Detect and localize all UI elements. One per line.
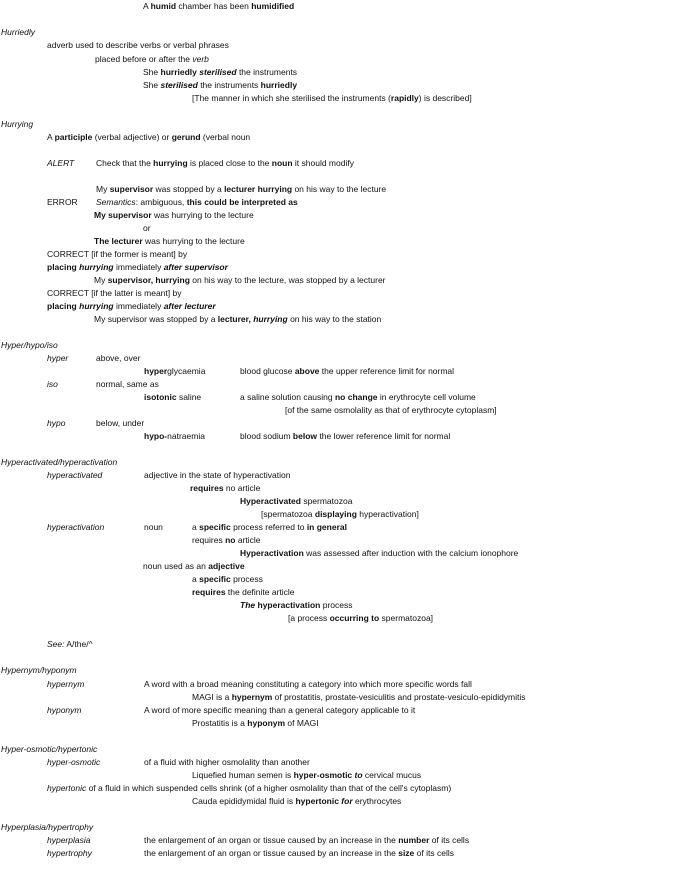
text-segment: a [192, 574, 200, 584]
text-line [94, 314, 381, 325]
text-segment: hurrying [79, 262, 114, 272]
text-line [47, 418, 65, 429]
text-line [1, 822, 93, 833]
text-segment: hyperactivated [47, 470, 103, 480]
text-segment: size [398, 848, 415, 858]
text-segment: The [240, 600, 256, 610]
text-segment: above, over [96, 353, 141, 363]
text-segment: A word of more specific meaning than a general category applicable to it [144, 705, 416, 715]
text-segment: was assessed after induction with the calcium ionophore [303, 548, 519, 558]
text-segment: article [235, 535, 261, 545]
text-segment: Hyperactivated [240, 496, 301, 506]
text-segment: The lecturer [94, 236, 143, 246]
text-segment: Semantics [96, 197, 136, 207]
text-segment: on his way to the station [287, 314, 382, 324]
text-segment: of prostatitis, prostate-vesiculitis and prostate-vesiculo-epididymitis [272, 692, 526, 702]
text-segment: blood sodium [240, 431, 293, 441]
text-segment: hyper-osmotic [47, 757, 101, 767]
text-line [95, 54, 209, 65]
text-segment: MAGI is a [192, 692, 232, 702]
text-segment: after supervisor [163, 262, 228, 272]
text-segment: Cauda epididymidal fluid is [192, 796, 296, 806]
text-segment: hyperactivation [47, 522, 105, 532]
text-segment: Prostatitis is a [192, 718, 248, 728]
text-line [47, 679, 84, 690]
text-segment: no [225, 535, 236, 545]
text-line [47, 301, 216, 312]
text-line [240, 548, 518, 559]
text-line [192, 574, 263, 585]
text-segment: hurrying [79, 301, 114, 311]
text-segment: participle [54, 132, 93, 142]
text-segment: iso [47, 379, 58, 389]
text-segment: A [143, 1, 151, 11]
text-segment: requires [192, 587, 226, 597]
text-segment: immediately [113, 301, 164, 311]
text-segment: hypo- [144, 431, 168, 441]
text-segment: process referred to [230, 522, 307, 532]
text-segment: noun [271, 158, 293, 168]
text-line [144, 757, 310, 768]
text-line [288, 613, 433, 624]
text-segment: was stopped by a [153, 184, 225, 194]
text-segment: occurring to [329, 613, 380, 623]
text-segment: hurrying [153, 158, 188, 168]
text-segment: number [398, 835, 430, 845]
text-line [190, 483, 260, 494]
text-line [192, 796, 401, 807]
text-segment: [spermatozoa [261, 509, 315, 519]
text-line [144, 431, 205, 442]
text-segment: hyperplasia [47, 835, 91, 845]
text-line [47, 353, 68, 364]
text-line [192, 522, 347, 533]
text-segment: lecturer, [217, 314, 254, 324]
text-segment: hypertonic [295, 796, 342, 806]
text-segment: the definite article [225, 587, 295, 597]
text-segment: [The manner in which she sterilised the instruments ( [192, 93, 391, 103]
text-segment: of a fluid with higher osmolality than another [144, 757, 310, 767]
text-segment: hypernym [231, 692, 273, 702]
text-segment: hyper [144, 366, 168, 376]
text-segment: on his way to the lecture, was stopped by a lecturer [189, 275, 386, 285]
text-segment: Hyper-osmotic/hypertonic [1, 744, 98, 754]
text-segment: blood glucose [240, 366, 295, 376]
text-line [47, 262, 228, 273]
text-line [47, 379, 58, 390]
text-segment: Hyper/hypo/iso [1, 340, 58, 350]
text-segment: supervisor [109, 184, 154, 194]
text-line [240, 496, 352, 507]
text-segment: in general [306, 522, 347, 532]
text-segment: on his way to the lecture [292, 184, 387, 194]
text-segment: is placed close to the [187, 158, 272, 168]
text-line [1, 665, 77, 676]
text-line [1, 27, 35, 38]
text-segment: to [354, 770, 363, 780]
text-line [47, 470, 102, 481]
text-line [240, 392, 476, 403]
text-segment: hyperactivation] [356, 509, 419, 519]
text-line [240, 431, 450, 442]
text-segment: gerund [171, 132, 201, 142]
text-line [143, 67, 297, 78]
text-segment: for [341, 796, 353, 806]
text-segment: hurriedly [160, 67, 197, 77]
text-line [144, 835, 469, 846]
text-line [192, 770, 421, 781]
text-line [47, 835, 90, 846]
text-segment: below [292, 431, 318, 441]
text-line [285, 405, 497, 416]
text-segment: hypertonic [47, 783, 87, 793]
text-segment: verb [192, 54, 209, 64]
text-segment: the instruments [197, 80, 261, 90]
text-segment: it should modify [292, 158, 354, 168]
text-line [1, 340, 58, 351]
text-line [144, 848, 454, 859]
text-segment: of its cells [429, 835, 470, 845]
text-segment: (verbal noun [200, 132, 251, 142]
text-segment: ) is described] [418, 93, 472, 103]
text-segment: She [143, 80, 161, 90]
text-segment: immediately [113, 262, 164, 272]
text-line [144, 522, 163, 533]
text-segment: Check that the [96, 158, 154, 168]
text-segment: process [320, 600, 353, 610]
text-line [240, 366, 454, 377]
text-line [47, 705, 82, 716]
text-line [144, 392, 201, 403]
text-segment: normal, same as [96, 379, 159, 389]
text-segment: A/the/^ [64, 639, 93, 649]
text-segment: hyper-osmotic [293, 770, 355, 780]
text-segment: or [143, 223, 151, 233]
text-segment: natraemia [167, 431, 205, 441]
text-segment: humidified [251, 1, 295, 11]
text-segment: lecturer hurrying [224, 184, 293, 194]
text-segment: See: [47, 639, 65, 649]
text-segment: of its cells [414, 848, 454, 858]
text-line [143, 223, 151, 234]
text-segment: requires [192, 535, 226, 545]
text-line [144, 366, 205, 377]
text-segment: glycaemia [167, 366, 206, 376]
text-segment: hyperactivation [257, 600, 321, 610]
text-segment: CORRECT [if the latter is meant] by [47, 288, 182, 298]
text-segment: specific [199, 574, 231, 584]
text-segment: was hurrying to the lecture [142, 236, 245, 246]
text-segment: [a process [288, 613, 330, 623]
text-line [96, 379, 159, 390]
text-segment: this could be interpreted as [186, 197, 298, 207]
text-segment: chamber has been [176, 1, 252, 11]
text-segment: A word with a broad meaning constituting a category into which more specific words fall [144, 679, 472, 689]
text-line [47, 40, 229, 51]
text-segment: rapidly [390, 93, 419, 103]
text-segment: CORRECT [if the former is meant] by [47, 249, 188, 259]
text-segment: requires [190, 483, 224, 493]
text-line [1, 457, 117, 468]
text-segment: displaying [314, 509, 357, 519]
text-line [96, 418, 144, 429]
text-segment: Hyperactivated/hyperactivation [1, 457, 118, 467]
text-segment: hypo [47, 418, 66, 428]
text-segment: spermatozoa] [379, 613, 434, 623]
text-segment: Liquefied human semen is [192, 770, 294, 780]
text-line [47, 639, 93, 650]
text-line [192, 587, 295, 598]
text-segment: isotonic [144, 392, 177, 402]
text-segment: the enlargement of an organ or tissue caused by an increase in the [144, 848, 399, 858]
text-line [261, 509, 419, 520]
text-line [47, 158, 74, 169]
text-line [1, 744, 97, 755]
text-segment: erythrocytes [352, 796, 402, 806]
text-segment: Hypernym/hyponym [1, 665, 77, 675]
text-segment: of MAGI [285, 718, 319, 728]
text-segment: above [294, 366, 320, 376]
text-segment: hyponym [247, 718, 286, 728]
text-segment: She [143, 67, 161, 77]
text-segment: the lower reference limit for normal [317, 431, 451, 441]
text-segment: noun used as an [143, 561, 209, 571]
text-line [47, 848, 92, 859]
text-line [47, 757, 100, 768]
text-segment: sterilised [160, 80, 198, 90]
text-segment: no change [334, 392, 378, 402]
text-segment: no article [223, 483, 261, 493]
text-segment: A [47, 132, 55, 142]
text-segment: Hurriedly [1, 27, 36, 37]
text-segment: below, under [96, 418, 145, 428]
text-line [94, 236, 245, 247]
text-segment: ALERT [47, 158, 75, 168]
text-segment: a saline solution causing [240, 392, 335, 402]
text-segment: My [94, 275, 108, 285]
text-segment: Hyperactivation [240, 548, 304, 558]
text-segment: placing [47, 301, 80, 311]
text-segment: adjective in the state of hyperactivation [144, 470, 291, 480]
text-segment: My supervisor was stopped by a [94, 314, 218, 324]
text-segment: was hurrying to the lecture [151, 210, 254, 220]
text-segment: hyper [47, 353, 69, 363]
text-segment: in erythrocyte cell volume [377, 392, 476, 402]
text-line [47, 249, 187, 260]
text-segment: supervisor, hurrying [107, 275, 190, 285]
text-line [47, 783, 451, 794]
text-line [143, 561, 245, 572]
text-line [94, 275, 386, 286]
text-segment: hypernym [47, 679, 85, 689]
text-segment: the instruments [236, 67, 298, 77]
text-segment: placing [47, 262, 80, 272]
text-line [143, 1, 294, 12]
text-line [192, 93, 472, 104]
text-line [144, 470, 290, 481]
text-line [96, 184, 386, 195]
text-segment: (verbal adjective) or [92, 132, 172, 142]
text-segment: Hurrying [1, 119, 34, 129]
text-segment: : ambiguous, [135, 197, 187, 207]
text-segment: Hyperplasia/hypertrophy [1, 822, 94, 832]
text-segment: hyponym [47, 705, 82, 715]
text-segment: hurriedly [260, 80, 298, 90]
text-segment: placed before or after the [95, 54, 193, 64]
text-segment: of a fluid in which suspended cells shrink (of a higher osmolality than that of the cell's cytoplasm) [86, 783, 452, 793]
text-line [94, 210, 254, 221]
text-segment: process [230, 574, 263, 584]
text-line [144, 679, 472, 690]
text-line [192, 718, 319, 729]
text-line [96, 197, 298, 208]
text-line [47, 197, 78, 208]
text-line [47, 522, 104, 533]
text-segment: My [96, 184, 110, 194]
text-segment: cervical mucus [362, 770, 422, 780]
text-line [96, 158, 354, 169]
text-segment: after lecturer [163, 301, 216, 311]
text-segment: sterilised [199, 67, 237, 77]
text-line [47, 288, 181, 299]
text-line [192, 535, 261, 546]
text-segment: saline [176, 392, 202, 402]
text-segment: the upper reference limit for normal [319, 366, 455, 376]
text-line [144, 705, 415, 716]
text-segment: a [192, 522, 200, 532]
text-segment: specific [199, 522, 231, 532]
text-line [96, 353, 140, 364]
text-segment: humid [150, 1, 177, 11]
text-line [1, 119, 33, 130]
text-segment: the enlargement of an organ or tissue caused by an increase in the [144, 835, 399, 845]
text-line [192, 692, 526, 703]
text-line [47, 132, 250, 143]
text-line [143, 80, 297, 91]
text-segment: adverb used to describe verbs or verbal phrases [47, 40, 229, 50]
text-segment: My supervisor [94, 210, 152, 220]
text-segment: [of the same osmolality as that of erythrocyte cytoplasm] [285, 405, 497, 415]
text-segment: spermatozoa [300, 496, 353, 506]
text-segment: hurrying [253, 314, 288, 324]
text-segment: adjective [208, 561, 245, 571]
text-segment: hypertrophy [47, 848, 92, 858]
text-segment: ERROR [47, 197, 78, 207]
text-segment: noun [144, 522, 163, 532]
text-line [240, 600, 352, 611]
